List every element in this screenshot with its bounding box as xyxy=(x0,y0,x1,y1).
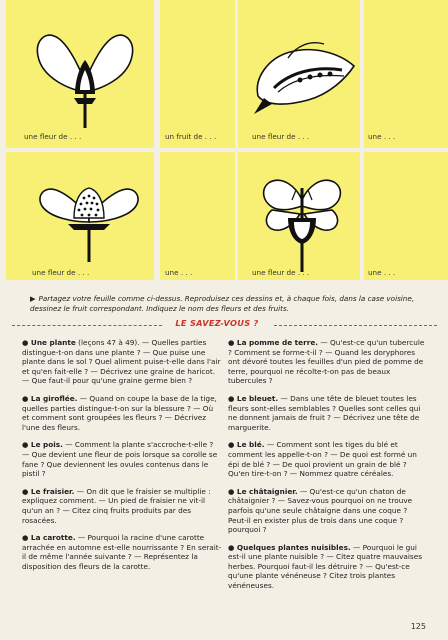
question-text: — On dit que le fraisier se multiplie : expliquez comment. — Un pied de fraisier ne vit-il qu'un an ? — Citez cinq fruits produits par des rosacées. xyxy=(22,486,211,525)
question-item: ● Quelques plantes nuisibles. — Pourquoi le gui est-il une plante nuisible ? — Citez quatre mauvaises herbes. Pourquoi faut-il les détruire ? — Qu'est-ce qu'une plante vénéneuse ? Citez trois plantes vénéneuses. xyxy=(228,542,422,591)
question-item: ● La carotte. — Pourquoi la racine d'une carotte arrachée en automne est-elle nourrissante ? En serait-il de même l'année suivante ? — Représentez la disposition des fleurs de la carotte. xyxy=(22,533,222,571)
question-text: — Comment sont les tiges du blé et comment les appelle-t-on ? — De quoi est formé un épi de blé ? — De quoi provient un grain de blé ? Qu'en tire-t-on ? — Nommez quatre céréales. xyxy=(228,440,417,479)
question-heading: Le pois. xyxy=(30,440,63,450)
question-item: ● Le châtaignier. — Qu'est-ce qu'un chaton de châtaignier ? — Savez-vous pourquoi on ne trouve parfois qu'une seule châtaigne dans une coque ? Peut-il en exister plus de trois dans une coque ? pourquoi ? xyxy=(228,486,413,535)
questions-left-column xyxy=(22,338,222,579)
page-number: 125 xyxy=(410,622,426,631)
figure-grid xyxy=(0,0,448,286)
instruction-text xyxy=(30,294,425,314)
flower-section-drawing-3 xyxy=(34,172,144,262)
question-heading: Le châtaignier. xyxy=(236,486,298,496)
question-heading: La giroflée. xyxy=(30,393,78,403)
question-item: ● La pomme de terre. — Qu'est-ce qu'un tubercule ? Comment se forme-t-il ? — Quand les doryphores ont dévoré toutes les feuilles d'un pied de pomme de terre, pourquoi ne récolte-t-on pas de beaux tubercules ? xyxy=(228,338,425,386)
figure-caption: une . . . xyxy=(368,268,396,277)
question-text: — Pourquoi le gui est-il une plante nuisible ? — Citez quatre mauvaises herbes. Pourquoi faut-il les détruire ? — Qu'est-ce qu'une plante vénéneuse ? Citez trois plantes vénéneuses. xyxy=(228,542,422,591)
flower-section-drawing-1 xyxy=(30,20,140,128)
section-title: LE SAVEZ-VOUS ? xyxy=(175,318,259,328)
header-rule-left xyxy=(12,325,162,326)
question-text: — Qu'est-ce qu'un tubercule ? Comment se forme-t-il ? — Quand les doryphores ont dévoré toutes les feuilles d'un pied de pomme de terre, pourquoi ne récolte-t-on pas de beaux tubercules ? xyxy=(228,338,425,386)
header-rule-right xyxy=(274,325,437,326)
question-heading: Le bleuet. xyxy=(236,393,279,403)
question-text: — Dans une tête de bleuet toutes les fleurs sont-elles semblables ? Quelles sont celles qui ne donnent jamais de fruit ? — Décrivez une tête de marguerite. xyxy=(228,393,421,432)
flower-section-drawing-4 xyxy=(252,162,352,272)
question-heading: Une plante xyxy=(30,338,76,347)
pointer-arrow-icon: ▶ xyxy=(30,294,36,303)
figure-cell-2 xyxy=(160,0,235,148)
questions-right-column xyxy=(228,338,426,599)
question-text: (leçons 47 à 49). — Quelles parties distingue-t-on dans une plante ? — Que puise une plante dans le sol ? Quel aliment puise-t-elle dans l'air et qu'en fait-elle ? — Décrivez une graine de haricot. — Que faut-il pour qu'une graine germe bien ? xyxy=(22,338,221,386)
figure-caption: une fleur de . . . xyxy=(252,132,310,141)
question-heading: La carotte. xyxy=(30,533,76,543)
figure-cell-4 xyxy=(364,0,448,148)
question-item: ● Le bleuet. — Dans une tête de bleuet toutes les fleurs sont-elles semblables ? Quelles sont celles qui ne donnent jamais de fruit ? — Décrivez une tête de marguerite. xyxy=(228,393,421,432)
question-heading: Quelques plantes nuisibles. xyxy=(236,542,351,552)
flower-section-drawing-2 xyxy=(250,38,360,118)
question-heading: Le fraisier. xyxy=(30,486,75,496)
figure-cell-6 xyxy=(160,152,235,280)
figure-caption: une fleur de . . . xyxy=(252,268,310,277)
question-item: ● Le pois. — Comment la plante s'accroche-t-elle ? — Que devient une fleur de pois lorsque sa corolle se fane ? Que deviennent les ovules contenus dans le pistil ? xyxy=(22,440,218,479)
figure-caption: une . . . xyxy=(368,132,396,141)
question-item: ● Une plante (leçons 47 à 49). — Quelles parties distingue-t-on dans une plante ? — Que puise une plante dans le sol ? Quel aliment puise-t-elle dans l'air et qu'en fait-elle ? — Décrivez une graine de haricot. — Que faut-il pour qu'une graine germe bien ? xyxy=(22,338,221,386)
question-text: — Qu'est-ce qu'un chaton de châtaignier ? — Savez-vous pourquoi on ne trouve parfois qu'une seule châtaigne dans une coque ? Peut-il en exister plus de trois dans une coque ? pourquoi ? xyxy=(228,486,413,535)
question-heading: La pomme de terre. xyxy=(236,338,319,347)
question-text: — Quand on coupe la base de la tige, quelles parties distingue-t-on sur la blessure ? — Où et comment sont groupées les fleurs ? — Décrivez l'une des fleurs. xyxy=(22,393,217,432)
question-text: — Pourquoi la racine d'une carotte arrachée en automne est-elle nourrissante ? En serait-il de même l'année suivante ? — Représentez la disposition des fleurs de la carotte. xyxy=(22,533,222,571)
question-item: ● Le blé. — Comment sont les tiges du blé et comment les appelle-t-on ? — De quoi est formé un épi de blé ? — De quoi provient un grain de blé ? Qu'en tire-t-on ? — Nommez quatre céréales. xyxy=(228,440,417,479)
figure-caption: une fleur de . . . xyxy=(24,132,82,141)
figure-caption: une fleur de . . . xyxy=(32,268,90,277)
question-item: ● Le fraisier. — On dit que le fraisier se multiplie : expliquez comment. — Un pied de fraisier ne vit-il qu'un an ? — Citez cinq fruits produits par des rosacées. xyxy=(22,486,211,525)
figure-caption: un fruit de . . . xyxy=(165,132,217,141)
question-heading: Le blé. xyxy=(236,440,265,450)
section-header xyxy=(12,318,437,332)
question-text: — Comment la plante s'accroche-t-elle ? — Que devient une fleur de pois lorsque sa corolle se fane ? Que deviennent les ovules contenus dans le pistil ? xyxy=(22,440,218,479)
instruction-body: Partagez votre feuille comme ci-dessus. Reproduisez ces dessins et, à chaque fois, dans la case voisine, dessinez le fruit correspondant. Indiquez le nom des fleurs et des fruits. xyxy=(30,294,415,313)
figure-caption: une . . . xyxy=(165,268,193,277)
question-item: ● La giroflée. — Quand on coupe la base de la tige, quelles parties distingue-t-on sur la blessure ? — Où et comment sont groupées les fleurs ? — Décrivez l'une des fleurs. xyxy=(22,393,217,432)
figure-cell-8 xyxy=(364,152,448,280)
